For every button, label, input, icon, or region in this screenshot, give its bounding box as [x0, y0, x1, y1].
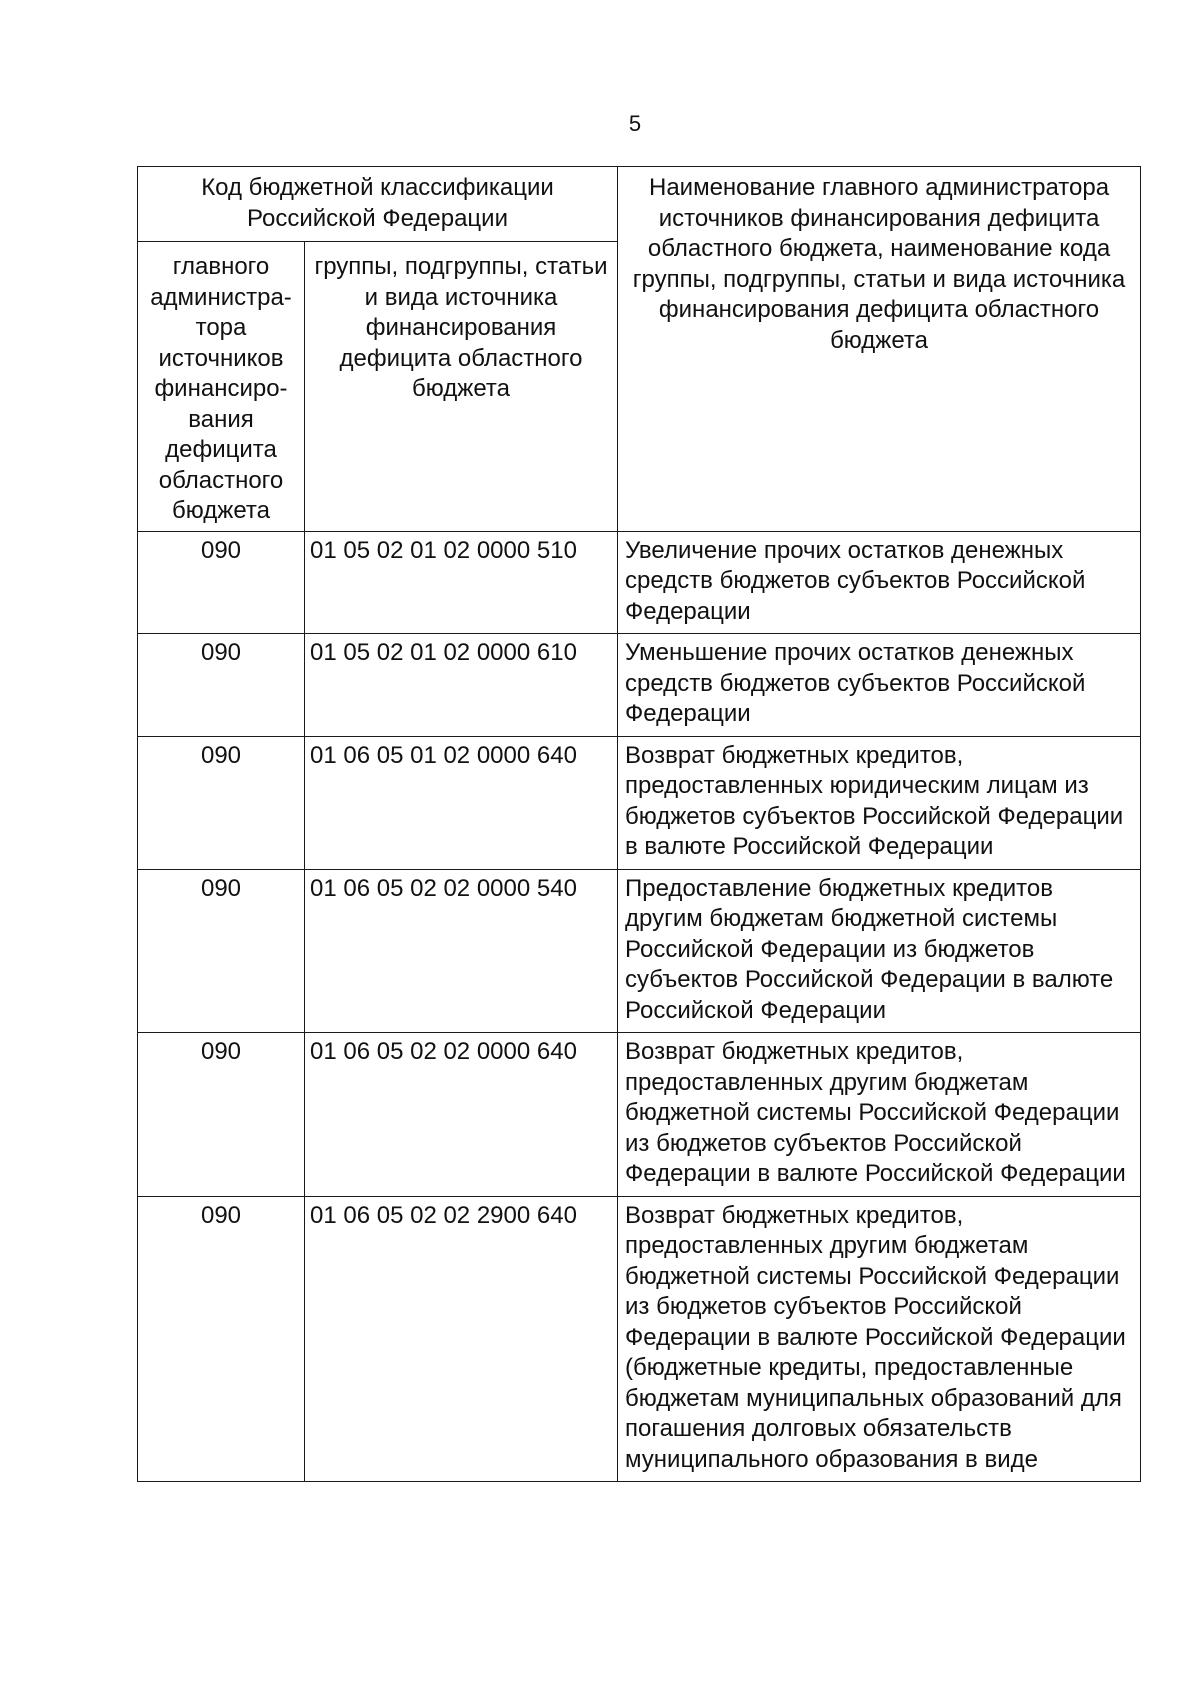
row-name: Уменьшение прочих остатков денежных средств бюджетов субъектов Российской Федерации — [618, 634, 1141, 737]
row-classification-code: 01 06 05 02 02 0000 640 — [305, 1033, 618, 1197]
table-row — [138, 736, 1141, 869]
table-row — [138, 869, 1141, 1033]
row-admin-code: 090 — [138, 869, 305, 1033]
table-row — [138, 1033, 1141, 1197]
header-budget-code-group: Код бюджетной классификации Российской Федерации — [138, 167, 618, 242]
row-name: Возврат бюджетных кредитов, предоставленных другим бюджетам бюджетной системы Российской Федерации из бюджетов субъектов Российской Федерации в валюте Российской Федерации (бюджетные кредиты, предоставленные бюджетам муниципальных образований для погашения долговых обязательств муниципального образования в виде — [618, 1196, 1141, 1482]
table-row — [138, 634, 1141, 737]
row-name: Возврат бюджетных кредитов, предоставленных юридическим лицам из бюджетов субъектов Российской Федерации в валюте Российской Федерации — [618, 736, 1141, 869]
row-admin-code: 090 — [138, 736, 305, 869]
page-number: 5 — [628, 111, 642, 136]
row-classification-code: 01 06 05 02 02 0000 540 — [305, 869, 618, 1033]
row-classification-code: 01 06 05 01 02 0000 640 — [305, 736, 618, 869]
row-admin-code: 090 — [138, 634, 305, 737]
table-header-row — [138, 167, 1141, 242]
row-admin-code: 090 — [138, 1033, 305, 1197]
header-name-column: Наименование главного администратора источников финансирования дефицита областного бюджета, наименование кода группы, подгруппы, статьи и вида источника финансирования дефицита областного бюджета — [618, 167, 1141, 532]
row-classification-code: 01 05 02 01 02 0000 610 — [305, 634, 618, 737]
row-admin-code: 090 — [138, 1196, 305, 1482]
row-admin-code: 090 — [138, 531, 305, 634]
row-name: Предоставление бюджетных кредитов другим бюджетам бюджетной системы Российской Федерации из бюджетов субъектов Российской Федерации в валюте Российской Федерации — [618, 869, 1141, 1033]
table-row — [138, 1196, 1141, 1482]
row-classification-code: 01 05 02 01 02 0000 510 — [305, 531, 618, 634]
table-row — [138, 531, 1141, 634]
budget-classification-table — [137, 166, 1141, 1482]
row-classification-code: 01 06 05 02 02 2900 640 — [305, 1196, 618, 1482]
row-name: Возврат бюджетных кредитов, предоставленных другим бюджетам бюджетной системы Российской Федерации из бюджетов субъектов Российской Федерации в валюте Российской Федерации — [618, 1033, 1141, 1197]
table-body — [138, 531, 1141, 1482]
header-code-column: группы, подгруппы, статьи и вида источника финансирования дефицита областного бюджета — [305, 242, 618, 532]
row-name: Увеличение прочих остатков денежных средств бюджетов субъектов Российской Федерации — [618, 531, 1141, 634]
header-admin-column: главного администра-тора источников финансиро-вания дефицита областного бюджета — [138, 242, 305, 532]
